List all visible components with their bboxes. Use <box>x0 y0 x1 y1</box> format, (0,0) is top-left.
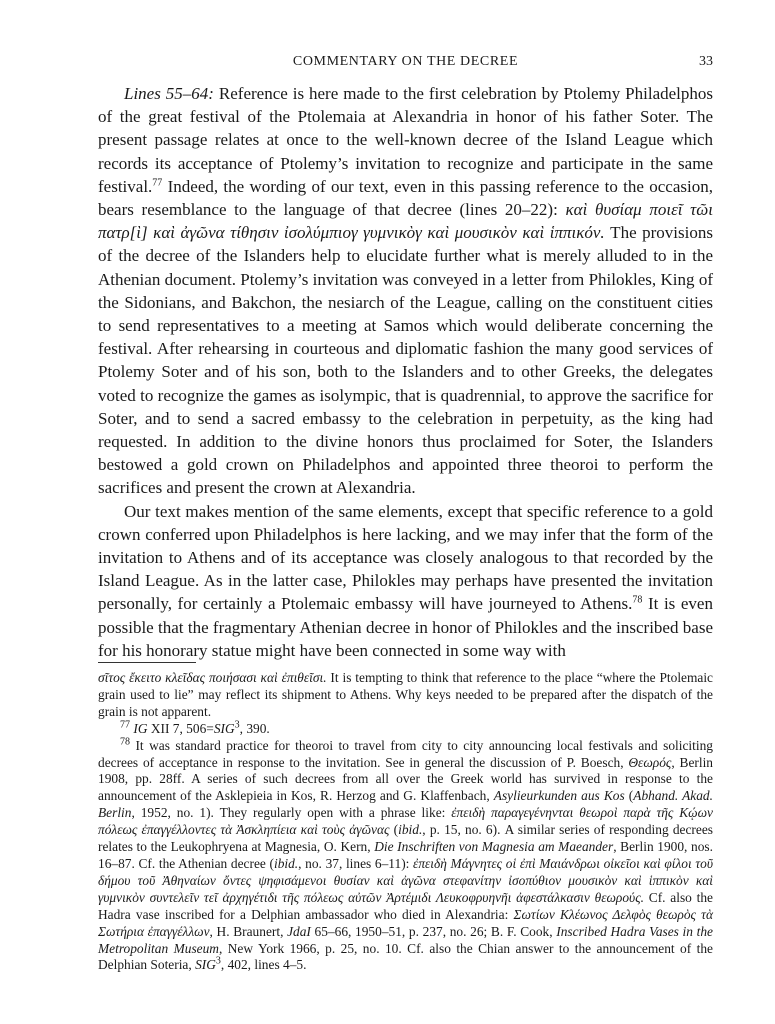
footnote-ref-78: 78 <box>632 594 643 606</box>
greek-phrase: σῖτος ἔκειτο κλεῖδας ποιήσασι καὶ ἐπιθεῖσι. <box>98 670 327 685</box>
greek-quotation: καὶ θυσίαμ ποιεῖ τῶι πατρ[ὶ] καὶ ἀγῶνα τίθησιν ἰσολύμπιογ γυμνικὸγ καὶ μουσικὸν καὶ ἱππικόν. <box>98 200 713 243</box>
paragraph-lines-55-64: Lines 55–64: Reference is here made to the first celebration by Ptolemy Philadelphos of the great festival of the Ptolemaia at Alexandria in honor of his father Soter. The present passage relates at once to the well-known decree of the Island League which records its acceptance of Ptolemy’s invitation to recognize and participate in the same festival.$^{77}$ Indeed, the wording of our text, even in this passing reference to the occasion, bears resemblance to the language of that decree (lines 20–22): καὶ θυσίαμ ποιεῖ τῶι πατρ[ὶ] καὶ ἀγῶνα τίθησιν ἰσολύμπιογ γυμνικὸγ καὶ μουσικὸν καὶ ἱππικόν. The provisions of the decree of the Islanders help to elucidate further what is merely alluded to in the Athenian document. Ptolemy’s invitation was conveyed in a letter from Philokles, King of the Sidonians, and Bakchon, the nesiarch of the League, calling on the constituent cities to send representatives to a meeting at Samos which would deliberate concerning the festival. After rehearsing in courteous and diplomatic fashion the many good services of Ptolemy Soter and of his son, both to the Islanders and to other Greeks, the delegates voted to recognize the games as isolympic, that is quadrennial, to approve the sacrifice for Soter, and to send a sacred embassy to the celebration in perpetuity, as the king had requested. In addition to the divine honors thus proclaimed for Soter, the Islanders bestowed a gold crown on Philadelphos and appointed three theoroi to perform the sacrifices and present the crown at Alexandria. <box>98 84 714 498</box>
body-text <box>98 82 713 662</box>
section-lead: Lines 55–64: <box>124 84 214 103</box>
footnotes <box>98 670 713 974</box>
footnote-number: 77 <box>120 719 130 731</box>
footnote-number: 78 <box>120 736 130 748</box>
page-number: 33 <box>699 54 713 69</box>
paragraph-our-text: Our text makes mention of the same elements, except that specific reference to a gold crown conferred upon Philadelphos is here lacking, and we may infer that the form of the invitation to Athens and of its acceptance was closely analogous to that recorded by the Island League. As in the latter case, Philokles may perhaps have presented the invitation personally, for certainly a Ptolemaic embassy will have journeyed to Athens.$^{78}$ It is even possible that the fragmentary Athenian decree in honor of Philokles and the inscribed base for his honorary statue might have been connected in some way with <box>98 501 713 660</box>
footnote-77: $^{77}$ IG XII 7, $506=SIG^3$, 390. <box>120 719 270 736</box>
footnote-ref-77: 77 <box>152 177 163 189</box>
footnote-rule <box>98 662 196 663</box>
footnote-78: $^{78}$ It was standard practice for theoroi to travel from city to city announcing local festivals and soliciting decrees of acceptance in response to the invitation. See in general the discussion of P. Boesch, Θεωρός, Berlin 1908, pp. 28ff. A series of such decrees from all over the Greek world has survived in response to the announcement of the Asklepieia in Kos, R. Herzog and G. Klaffenbach, Asylieurkunden aus Kos (Abhand. Akad. Berlin, 1952, no. 1). They regularly open with a phrase like: ἐπειδὴ παραγεγένηνται θεωροὶ παρὰ τῆς Κῴων πόλεως ἐπαγγέλλοντες τὰ Ἀσκληπίεια καὶ τοὺς ἀγῶνας (ibid., p. 15, no. 6). A similar series of responding decrees relates to the Leukophryena at Magnesia, O. Kern, Die Inschriften von Magnesia am Maeander, Berlin 1900, nos. 16–87. Cf. the Athenian decree (ibid., no. 37, lines 6–11): ἐπειδὴ Μάγνητες οἱ ἐπὶ Μαιάνδρωι οἰκεῖοι καὶ φίλοι τοῦ δήμου τοῦ Ἀθηναίων ὄντες ψηφισάμενοι θυσίαν καὶ ἀγῶνα στεφανίτην ἰσοπύθιον μουσικὸν καὶ ἱππικὸν καὶ γυμνικὸν συντελεῖν τεῖ ἀρχηγέτιδι τῆς πόλεως αὐτῶν Ἀρτέμιδι Λευκοφρυηνῆι ἀφεστάλκασιν θεωρούς. Cf. also the Hadra vase inscribed for a Delphian ambassador who died in Alexandria: Σωτίων Κλέωνος Δελφὸς θεωρὸς τὰ Σωτήρια ἐπαγγέλλων, H. Braunert, JdaI 65–66, 1950–51, p. 237, no. 26; B. F. Cook, Inscribed Hadra Vases in the Metropolitan Museum, New York 1966, p. 25, no. 10. Cf. also the Chian answer to the announcement of the Delphian Soteria, SIG$^3$, 402, lines 4–5. <box>98 736 714 973</box>
running-title: COMMENTARY ON THE DECREE <box>292 54 519 69</box>
footnote-continuation: σῖτος ἔκειτο κλεῖδας ποιήσασι καὶ ἐπιθεῖσι. It is tempting to think that reference to the place “where the Ptolemaic grain used to lie” may reflect its shipment to Athens. Why keys needed to be prepared after the dispatch of the grain is not apparent. <box>98 670 713 719</box>
running-head <box>98 52 713 72</box>
